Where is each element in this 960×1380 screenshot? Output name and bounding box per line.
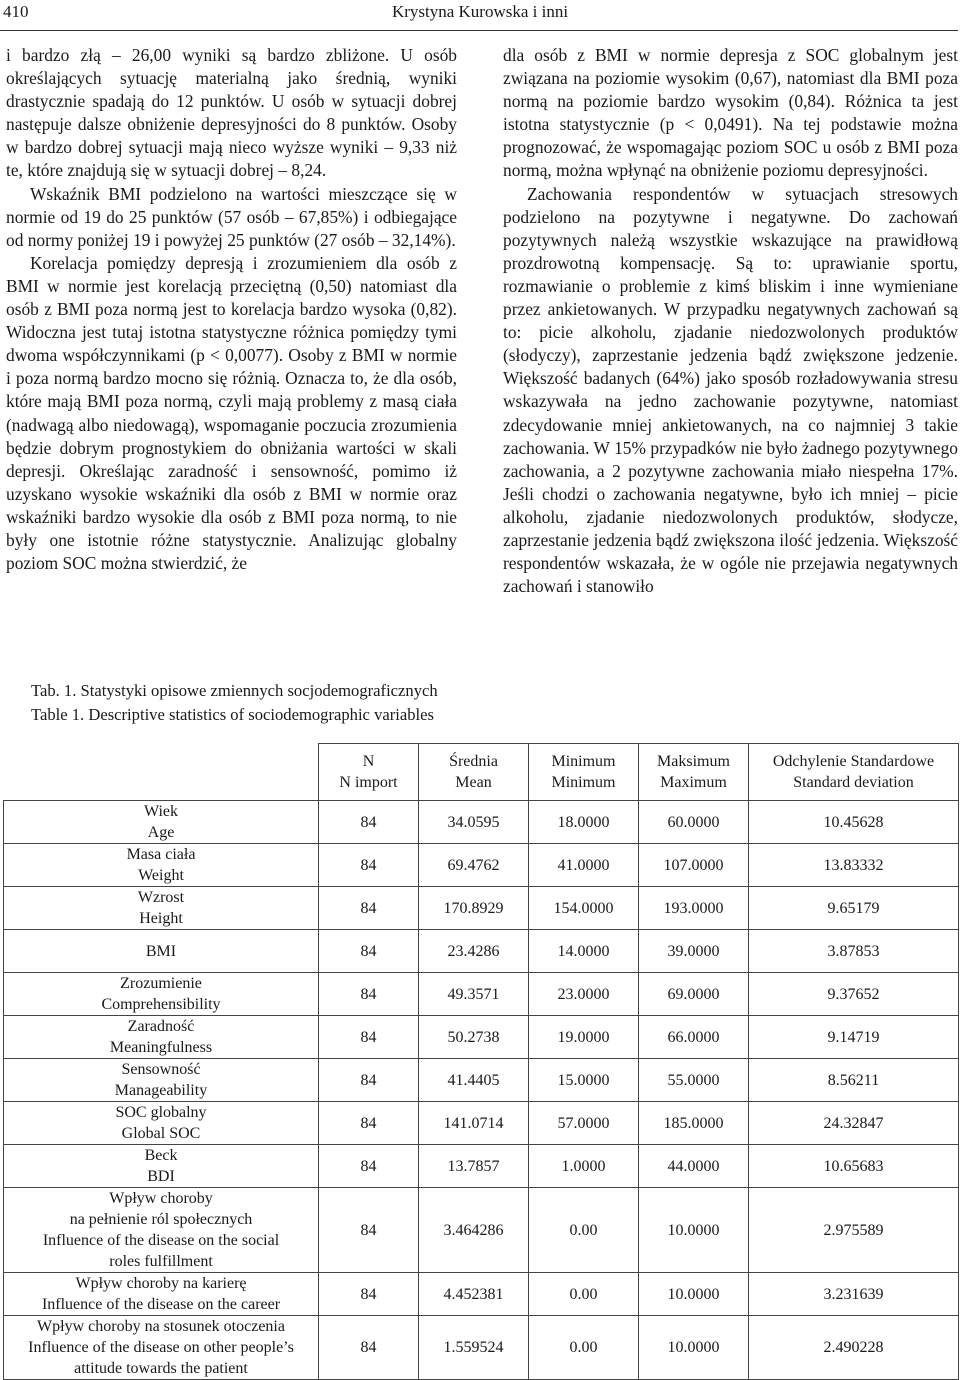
cell-max: 193.0000 [639, 887, 749, 930]
row-label [4, 887, 319, 930]
cell-min: 19.0000 [529, 1016, 639, 1059]
cell-mean: 4.452381 [419, 1273, 529, 1316]
table-corner [4, 744, 319, 801]
table-row [4, 1273, 959, 1316]
row-label-line: BMI [145, 942, 177, 960]
cell-sd: 24.32847 [749, 1102, 959, 1145]
row-label-line: Masa ciała [126, 846, 196, 863]
row-label [4, 973, 319, 1016]
cell-max: 10.0000 [639, 1273, 749, 1316]
cell-n: 84 [319, 930, 419, 973]
left-text-column [6, 44, 457, 575]
page-header [0, 0, 958, 31]
caption-polish: Tab. 1. Statystyki opisowe zmiennych socjodemograficznych [31, 681, 438, 700]
row-label [4, 1316, 319, 1380]
cell-min: 14.0000 [529, 930, 639, 973]
table-row [4, 930, 959, 973]
cell-max: 10.0000 [639, 1188, 749, 1273]
cell-sd: 9.14719 [749, 1016, 959, 1059]
row-label-line: Manageability [114, 1082, 208, 1099]
cell-n: 84 [319, 1316, 419, 1380]
cell-mean: 141.0714 [419, 1102, 529, 1145]
row-label-line: BDI [147, 1168, 175, 1185]
cell-mean: 41.4405 [419, 1059, 529, 1102]
table-row [4, 1016, 959, 1059]
cell-n: 84 [319, 1102, 419, 1145]
cell-sd: 3.87853 [749, 930, 959, 973]
row-label-line: Comprehensibility [101, 996, 221, 1013]
cell-min: 18.0000 [529, 801, 639, 844]
cell-mean: 23.4286 [419, 930, 529, 973]
table-row [4, 1102, 959, 1145]
paragraph: Korelacja pomiędzy depresją i zrozumieniem dla osób z BMI w normie jest korelacją przeciętną (0,50) natomiast dla osób z BMI poza normą jest to korelacja bardzo wysoka (0,82). Widoczna jest tutaj istotna statystyczne różnica pomiędzy tymi dwoma współczynnikami (p < 0,0077). Osoby z BMI w normie i poza normą bardzo mocno się różnią. Oznacza to, że dla osób, które mają BMI poza normą, czyli mają problemy z masą ciała (nadwagą albo niedowagą), wspomaganie poczucia zrozumienia będzie dobrym prognostykiem do obniżania wartości w skali depresji. Określając zaradność i sensowność, pomimo iż uzyskano wysokie wskaźniki dla osób z BMI w normie oraz wskaźniki bardzo wysokie dla osób z BMI poza normą, to nie były one istotnie różne statystycznie. Analizując globalny poziom SOC można stwierdzić, że [6, 252, 457, 574]
row-label-line: Wiek [143, 803, 178, 820]
row-label-line: Zrozumienie [120, 975, 202, 992]
row-label [4, 801, 319, 844]
paragraph: i bardzo złą – 26,00 wyniki są bardzo zbliżone. U osób określających sytuację materialną jako średnią, wyniki drastycznie spadają do 12 punktów. U osób w sytuacji dobrej następuje dalsze obniżenie depresyjności do 8 punktów. Osoby w bardzo dobrej sytuacji mają nieco wyższe wyniki – 9,33 niż te, które znajdują się w sytuacji dobrej – 8,24. [6, 45, 457, 181]
row-label-line: Wpływ choroby na karierę [75, 1275, 247, 1292]
page-number: 410 [3, 2, 29, 21]
row-label [4, 1145, 319, 1188]
row-label [4, 1188, 319, 1273]
paragraph: dla osób z BMI w normie depresja z SOC globalnym jest związana na poziomie wysokim (0,67), natomiast dla BMI poza normą na poziomie bardzo wysokim (0,84). Różnica ta jest istotna statystycznie (p < 0,0491). Na tej podstawie można prognozować, że wspomagając poziom SOC u osób z BMI poza normą, można wpłynąć na obniżenie poziomu depresyjności. [503, 45, 958, 181]
cell-n: 84 [319, 887, 419, 930]
caption-english: Table 1. Descriptive statistics of sociodemographic variables [31, 705, 434, 724]
cell-max: 10.0000 [639, 1316, 749, 1380]
cell-mean: 69.4762 [419, 844, 529, 887]
row-label-line: Wpływ choroby [109, 1190, 213, 1207]
row-label-line: Wzrost [137, 889, 185, 906]
cell-n: 84 [319, 1016, 419, 1059]
paragraph: Wskaźnik BMI podzielono na wartości mieszczące się w normie od 19 do 25 punktów (57 osób – 67,85%) i odbiegające od normy poniżej 19 i powyżej 25 punktów (27 osób – 32,14%). [6, 183, 457, 250]
cell-mean: 3.464286 [419, 1188, 529, 1273]
right-text-column [503, 44, 958, 598]
cell-min: 15.0000 [529, 1059, 639, 1102]
row-label [4, 1016, 319, 1059]
row-label-line: Meaningfulness [109, 1039, 213, 1056]
table-row [4, 1188, 959, 1273]
cell-mean: 170.8929 [419, 887, 529, 930]
row-label-line: roles fulfillment [109, 1253, 213, 1270]
table-row [4, 1145, 959, 1188]
cell-mean: 49.3571 [419, 973, 529, 1016]
row-label [4, 844, 319, 887]
table-row [4, 844, 959, 887]
cell-min: 0.00 [529, 1273, 639, 1316]
cell-min: 41.0000 [529, 844, 639, 887]
row-label-line: Age [147, 824, 175, 841]
cell-sd: 9.65179 [749, 887, 959, 930]
cell-max: 66.0000 [639, 1016, 749, 1059]
table-row [4, 973, 959, 1016]
cell-max: 107.0000 [639, 844, 749, 887]
cell-sd: 10.65683 [749, 1145, 959, 1188]
row-label-line: Weight [138, 867, 184, 884]
cell-sd: 13.83332 [749, 844, 959, 887]
cell-n: 84 [319, 801, 419, 844]
cell-n: 84 [319, 1273, 419, 1316]
descriptive-statistics-table [3, 743, 959, 1380]
cell-n: 84 [319, 1145, 419, 1188]
cell-sd: 2.490228 [749, 1316, 959, 1380]
cell-mean: 50.2738 [419, 1016, 529, 1059]
cell-sd: 2.975589 [749, 1188, 959, 1273]
paragraph: Zachowania respondentów w sytuacjach stresowych podzielono na pozytywne i negatywne. Do zachowań pozytywnych należą wszystkie wskazujące na prawidłową prozdrowotną kompensację. Są to: uprawianie sportu, rozmawianie o problemie z kimś bliskim i inne wymieniane przez ankietowanych. W przypadku negatywnych zachowań są to: picie alkoholu, zjadanie niedozwolonych produktów (słodyczy), zaprzestanie jedzenia bądź zwiększone jedzenie. Większość badanych (64%) jako sposób rozładowywania stresu wskazywała na jedno zachowanie pozytywne, natomiast zdecydowanie mniej ankietowanych, na co najmniej 3 takie zachowania. W 15% przypadków nie było żadnego pozytywnego zachowania, a 2 pozytywne zachowania miało niespełna 17%. Jeśli chodzi o zachowania negatywne, było ich mniej – picie alkoholu, zjadanie niedozwolonych produktów, słodycze, zaprzestanie jedzenia bądź zwiększona ilość jedzenia. Większość respondentów wskazała, że w ogóle nie przejawia negatywnych zachowań i stanowiło [503, 183, 958, 597]
cell-max: 39.0000 [639, 930, 749, 973]
cell-min: 0.00 [529, 1188, 639, 1273]
cell-max: 44.0000 [639, 1145, 749, 1188]
cell-max: 55.0000 [639, 1059, 749, 1102]
cell-mean: 1.559524 [419, 1316, 529, 1380]
row-label [4, 1273, 319, 1316]
header-min: Minimum Minimum [529, 744, 639, 801]
cell-min: 154.0000 [529, 887, 639, 930]
cell-min: 23.0000 [529, 973, 639, 1016]
header-sd: Odchylenie Standardowe Standard deviation [749, 744, 959, 801]
row-label-line: Global SOC [121, 1125, 201, 1142]
header-max: Maksimum Maximum [639, 744, 749, 801]
cell-min: 1.0000 [529, 1145, 639, 1188]
cell-sd: 8.56211 [749, 1059, 959, 1102]
row-label-line: SOC globalny [115, 1104, 207, 1121]
table-row [4, 801, 959, 844]
cell-n: 84 [319, 973, 419, 1016]
cell-sd: 10.45628 [749, 801, 959, 844]
cell-max: 185.0000 [639, 1102, 749, 1145]
cell-sd: 9.37652 [749, 973, 959, 1016]
cell-mean: 34.0595 [419, 801, 529, 844]
table-header-row [4, 744, 959, 801]
cell-n: 84 [319, 844, 419, 887]
row-label [4, 930, 319, 973]
header-n: N N import [319, 744, 419, 801]
cell-n: 84 [319, 1188, 419, 1273]
running-head: Krystyna Kurowska i inni [391, 2, 569, 21]
row-label-line: Height [139, 910, 183, 927]
table-caption [31, 679, 438, 727]
table-row [4, 1316, 959, 1380]
row-label-line: Influence of the disease on other people’s [28, 1339, 294, 1356]
row-label [4, 1102, 319, 1145]
cell-max: 60.0000 [639, 801, 749, 844]
row-label-line: attitude towards the patient [74, 1360, 248, 1377]
row-label-line: Sensowność [121, 1061, 201, 1078]
table-row [4, 1059, 959, 1102]
row-label-line: Influence of the disease on the career [41, 1296, 281, 1313]
row-label-line: na pełnienie ról społecznych [69, 1211, 253, 1228]
row-label [4, 1059, 319, 1102]
cell-min: 0.00 [529, 1316, 639, 1380]
cell-min: 57.0000 [529, 1102, 639, 1145]
cell-max: 69.0000 [639, 973, 749, 1016]
cell-mean: 13.7857 [419, 1145, 529, 1188]
row-label-line: Wpływ choroby na stosunek otoczenia [37, 1318, 285, 1335]
row-label-line: Beck [144, 1147, 178, 1164]
cell-n: 84 [319, 1059, 419, 1102]
row-label-line: Zaradność [127, 1018, 195, 1035]
table-row [4, 887, 959, 930]
cell-sd: 3.231639 [749, 1273, 959, 1316]
row-label-line: Influence of the disease on the social [42, 1232, 280, 1249]
header-mean: Średnia Mean [419, 744, 529, 801]
